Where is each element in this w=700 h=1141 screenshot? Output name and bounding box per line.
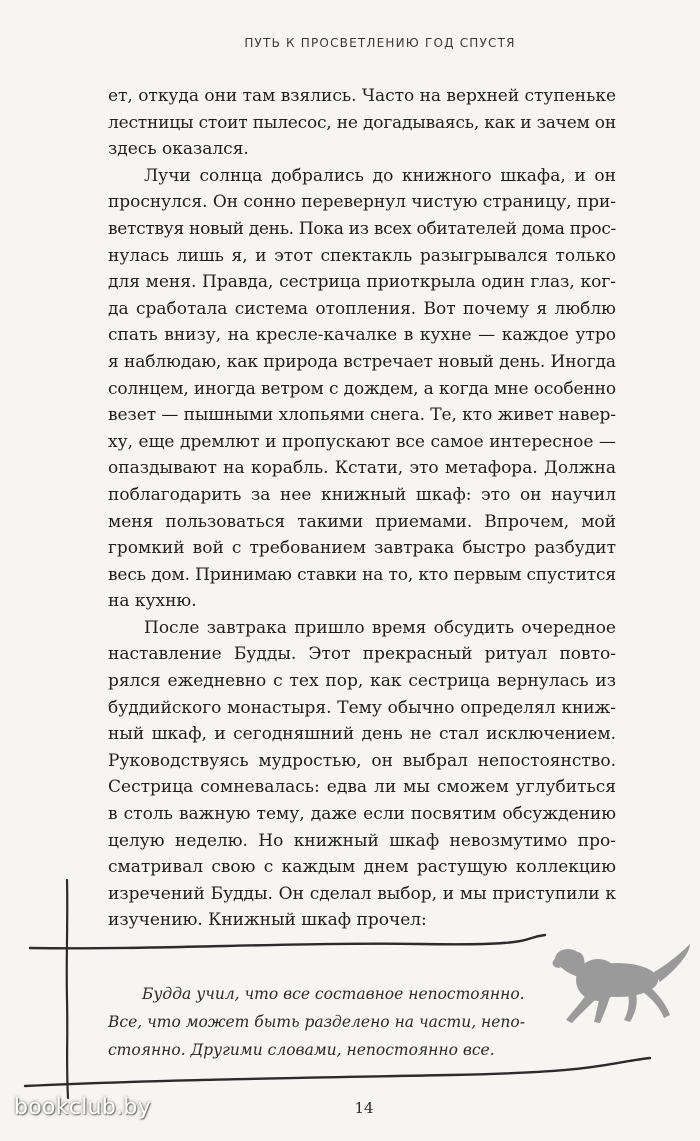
frame-vertical-line	[67, 880, 68, 1098]
paragraph	[108, 163, 616, 615]
text-line: да сработала система отопления. Вот почему я люблю	[108, 298, 616, 319]
paragraph	[108, 615, 616, 934]
text-line: После завтрака пришло время обсудить очередное	[144, 617, 616, 638]
text-line: поблагодарить за нее книжный шкаф: это он научил	[108, 484, 616, 505]
text-line: весь дом. Принимаю ставки на то, кто первым спустится	[108, 564, 616, 585]
text-line: ветствуя новый день. Пока из всех обитателей дома прос-	[108, 218, 616, 239]
text-line: здесь оказался.	[108, 139, 249, 160]
quote-line: Все, что может быть разделено на части, непо-	[108, 1013, 525, 1031]
text-line: опаздывают на корабль. Кстати, это метафора. Должна	[108, 458, 616, 479]
paragraph	[108, 83, 616, 163]
text-line: меня пользоваться такими приемами. Впрочем, мой	[108, 511, 616, 532]
text-line: рялся ежедневно с тех пор, как сестрица вернулась из	[108, 671, 616, 692]
text-line: буддийского монастыря. Тему обычно определял книж-	[108, 697, 616, 718]
text-line: для меня. Правда, сестрица приоткрыла один глаз, ког-	[108, 272, 616, 293]
watermark: bookclub.by	[14, 1095, 152, 1120]
body-text	[108, 83, 616, 934]
text-line: изучению. Книжный шкаф прочел:	[108, 910, 427, 931]
text-line: ху, еще дремлют и пропускают все самое интересное —	[108, 431, 616, 452]
text-line: ет, откуда они там взялись. Часто на верхней ступеньке	[108, 86, 616, 106]
buddha-quote	[108, 980, 525, 1064]
text-line: сматривал свою с каждым днем растущую коллекцию	[108, 857, 616, 878]
running-head: ПУТЬ К ПРОСВЕТЛЕНИЮ ГОД СПУСТЯ	[244, 36, 516, 50]
page-number: 14	[354, 1099, 374, 1117]
text-line: Руководствуясь мудростью, он выбрал непостоянство.	[108, 750, 616, 771]
quote-line: Будда учил, что все составное непостоянно.	[142, 985, 525, 1003]
text-line: в столь важную тему, даже если посвятим обсуждению	[108, 804, 616, 825]
text-line: ный шкаф, и сегодняшний день не стал исключением.	[108, 724, 616, 745]
frame-top-line	[30, 935, 545, 948]
text-line: изречений Будды. Он сделал выбор, и мы приступили к	[108, 883, 616, 904]
text-line: целую неделю. Но книжный шкаф невозмутимо про-	[108, 830, 616, 851]
text-line: солнцем, иногда ветром с дождем, а когда мне особенно	[108, 378, 616, 399]
text-line: громкий вой с требованием завтрака быстро разбудит	[108, 538, 616, 559]
text-line: везет — пышными хлопьями снега. Те, кто живет навер-	[108, 405, 616, 426]
text-line: Лучи солнца добрались до книжного шкафа, и он	[144, 165, 616, 186]
text-line: лестницы стоит пылесос, не догадываясь, как и зачем он	[108, 112, 616, 133]
running-dog-icon	[553, 944, 690, 1023]
text-line: наставление Будды. Этот прекрасный ритуал повто-	[108, 644, 616, 665]
text-line: на кухню.	[108, 591, 197, 612]
text-line: Сестрица сомневалась: едва ли мы сможем углубиться	[108, 777, 616, 798]
text-line: проснулся. Он сонно перевернул чистую страницу, при-	[108, 192, 616, 213]
text-line: спать внизу, на кресле-качалке в кухне — каждое утро	[108, 325, 616, 346]
quote-line: стоянно. Другими словами, непостоянно все.	[108, 1041, 495, 1059]
text-line: я наблюдаю, как природа встречает новый день. Иногда	[108, 351, 616, 372]
text-line: нулась лишь я, и этот спектакль разыгрывался только	[108, 245, 616, 266]
